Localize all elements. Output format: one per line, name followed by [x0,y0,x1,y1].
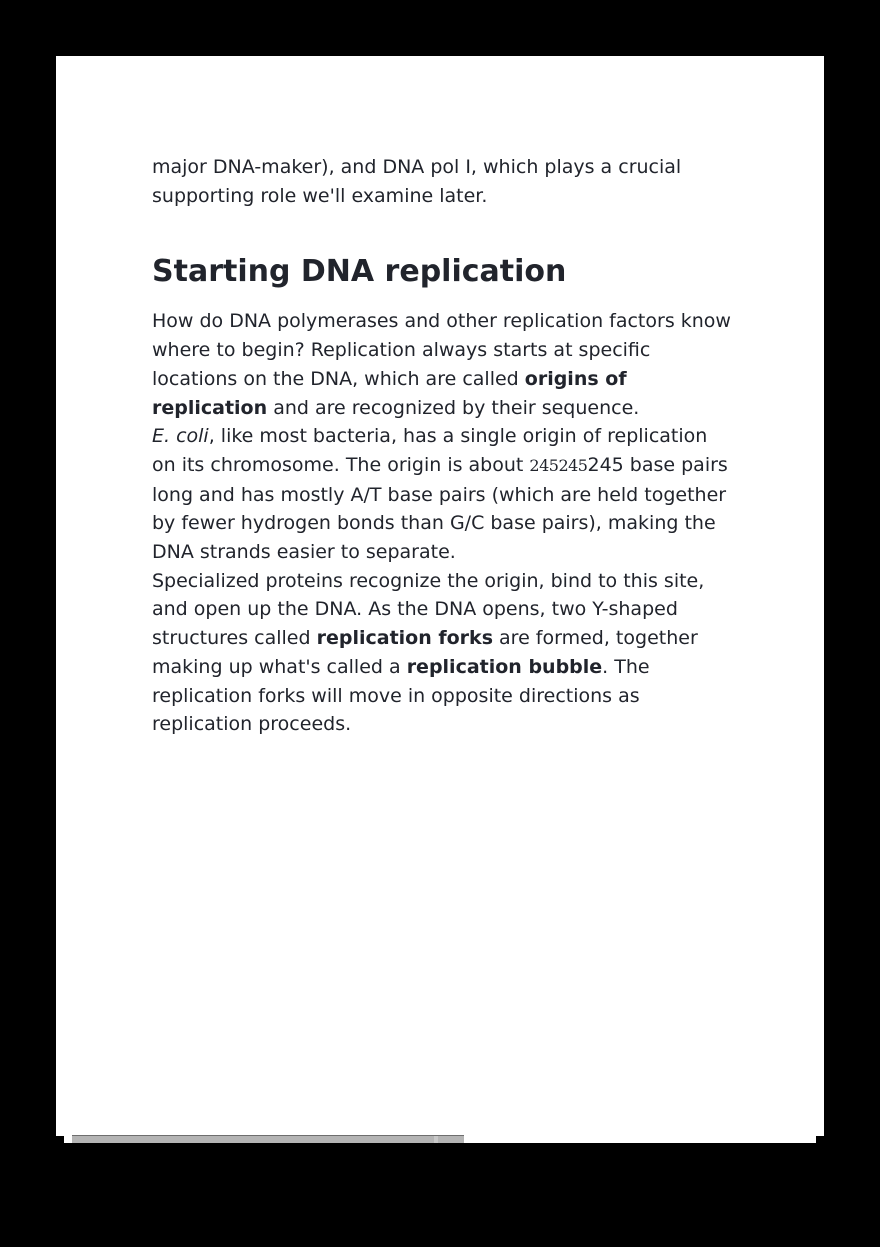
paragraph-ecoli [152,422,732,567]
paragraph-ecoli-text: , like most bacteria, has a single origin of replication on its chromosome. The origin is about [152,425,708,476]
term-origins-of-replication: origins of replication [152,367,627,419]
term-replication-forks: replication forks [316,627,493,650]
paragraph-forks [152,567,732,739]
paragraph-ecoli-text-end: base pairs long and has mostly A/T base pairs (which are held together by fewer hydrogen bonds than G/C base pairs), making the DNA strands easier to separate. [152,453,728,564]
paragraph-origins-text-end: and are recognized by their sequence. [267,396,640,419]
horizontal-scrollbar[interactable] [72,1135,464,1143]
paragraph-forks-text-mid: are formed, together making up what's called a [152,627,698,678]
paragraph-forks-text: Specialized proteins recognize the origin, bind to this site, and open up the DNA. As the DNA opens, two Y-shaped structures called [152,569,705,650]
scrollbar-thumb-grip[interactable] [434,1136,438,1143]
paragraph-origins-text: How do DNA polymerases and other replication factors know where to begin? Replication always starts at specific locations on the DNA, which are called [152,310,731,390]
paragraph-forks-text-end: . The replication forks will move in opposite directions as replication proceeds. [152,655,650,736]
term-e-coli: E. coli [152,425,209,448]
intro-line-2: supporting role we'll examine later. [152,184,488,207]
section-heading: Starting DNA replication [152,254,567,290]
paragraph-origins [152,307,732,422]
math-number-render: 245245 [529,455,588,475]
article-content [152,153,732,739]
document-page [56,56,824,1136]
term-replication-bubble: replication bubble [406,655,603,678]
intro-paragraph-tail [152,153,732,210]
base-pair-count: 245 [587,453,624,476]
intro-line-1: major DNA-maker), and DNA pol I, which plays a crucial [152,156,682,178]
